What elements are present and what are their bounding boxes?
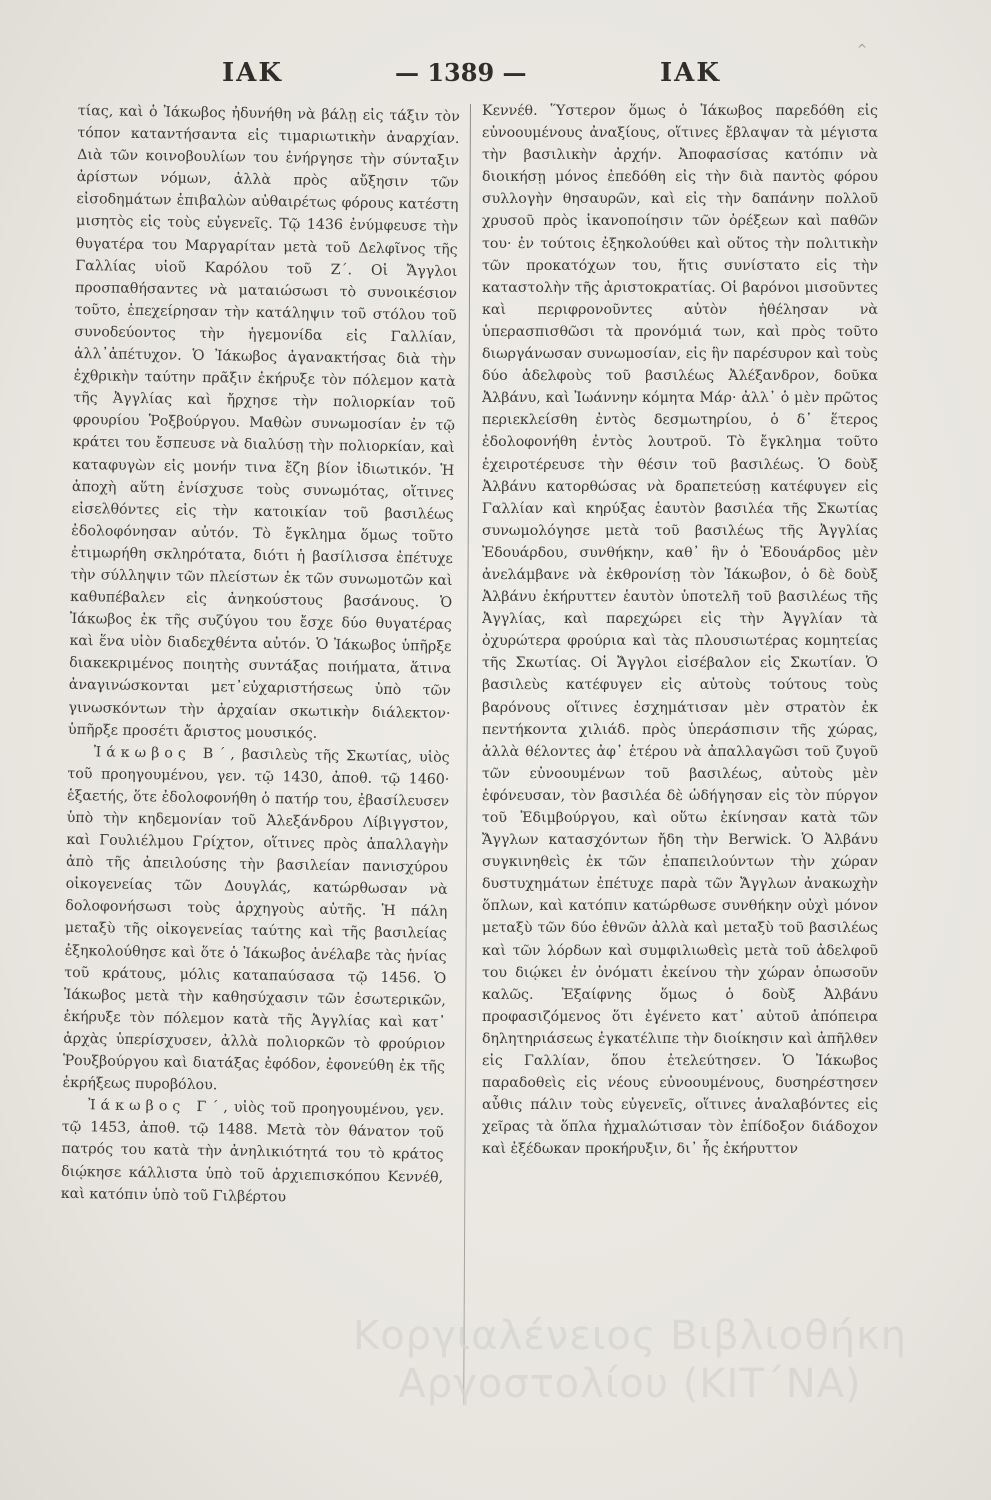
entry-headword: Ἰάκωβος Γ΄ bbox=[88, 1097, 224, 1116]
entry-james-ii bbox=[62, 741, 450, 1100]
entry-body: , βασιλεὺς τῆς Σκωτίας, υἱὸς τοῦ προηγουμένου, γεν. τῷ 1430, ἀποθ. τῷ 1460· ἑξαετής, ὅτε ἐδολοφονήθη ὁ πατήρ του, ἐβασίλευσεν ὑπὸ τὴν κηδεμονίαν τοῦ Ἀλεξάνδρου Λίβιγγστον, καὶ Γουλιέλμου Γρίχτον, οἵτινες πρὸς ἀπαλλαγὴν ἀπὸ τῆς ἀπειλούσης τὴν βασιλείαν πανισχύρου οἰκογενείας τῶν Δουγλάς, κατώρθωσαν νὰ δολοφονήσωσι τοὺς ἀρχηγοὺς αὐτῆς. Ἡ πάλη μεταξὺ τῆς οἰκογενείας ταύτης καὶ τῆς βασιλείας ἐξηκολούθησε καὶ ὅτε ὁ Ἰάκωβος ἀνέλαβε τὰς ἡνίας τοῦ κράτους, μόλις καταπαύσασα τῷ 1456. Ὁ Ἰάκωβος μετὰ τὴν καθησύχασιν τῶν ἐσωτερικῶν, ἐκήρυξε τὸν πόλεμον κατὰ τῆς Ἀγγλίας καὶ κατ᾽ ἀρχὰς ὑπερίσχυσεν, ἀλλὰ πολιορκῶν τὸ φρούριον Ῥουξβούργου καὶ διατάξας ἐφόδον, ἐφονεύθη ἐκ τῆς ἐκρήξεως πυροβόλου. bbox=[62, 746, 450, 1094]
right-paragraph: Κεννέθ. Ὕστερον ὅμως ὁ Ἰάκωβος παρεδόθη εἰς εὐνοουμένους ἀναξίους, οἵτινες ἔβλαψαν τὰ μέγιστα τὴν βασιλικὴν ἀρχήν. Ἀποφασίσας κατόπιν νὰ διοικήσῃ μόνος ἐπεδόθη εἰς τὴν διὰ παντὸς φόρου συλλογὴν θησαυρῶν, καὶ εἰς τὴν δαπάνην πολλοῦ χρυσοῦ πρὸς ἱκανοποίησιν τῶν ὀρέξεων καὶ παθῶν του· ἐν τούτοις ἐξηκολούθει καὶ οὕτος τὴν πολιτικὴν τῶν προκατόχων του, ἥτις συνίστατο εἰς τὴν καταστολὴν τῆς ἀριστοκρατίας. Οἱ βαρόνοι μισοῦντες καὶ περιφρονοῦντες αὐτὸν ἠθέλησαν νὰ ὑπερασπισθῶσι τὰ προνόμιά των, καὶ πρὸς τοῦτο διωργάνωσαν συνωμοσίαν, εἰς ἣν παρέσυρον καὶ τοὺς δύο ἀδελφοὺς τοῦ βασιλέως Ἀλέξανδρον, δοῦκα Ἀλβάνυ, καὶ Ἰωάννην κόμητα Μάρ· ἀλλ᾽ ὁ μὲν πρῶτος περιεκλείσθη ἐντὸς δεσμωτηρίου, ὁ δ᾽ ἕτερος ἐδολοφονήθη ἐντὸς λουτροῦ. Τὸ ἔγκλημα τοῦτο ἐχειροτέρευσε τὴν θέσιν τοῦ βασιλέως. Ὁ δοὺξ Ἀλβάνυ κατορθώσας νὰ δραπετεύσῃ κατέφυγεν εἰς Γαλλίαν καὶ κηρύξας ἑαυτὸν βασιλέα τῆς Σκωτίας συνωμολόγησε μετὰ τοῦ βασιλέως τῆς Ἀγγλίας Ἐδουάρδου, συνθήκην, καθ᾽ ἣν ὁ Ἐδουάρδος μὲν ἀνελάμβανε νὰ ἐκθρονίσῃ τὸν Ἰάκωβον, ὁ δὲ δοὺξ Ἀλβάνυ ἐκήρυττεν ἑαυτὸν ὑποτελῆ τοῦ βασιλέως τῆς Ἀγγλίας, καὶ παρεχώρει εἰς τὴν Ἀγγλίαν τὰ ὀχυρώτερα φρούρια καὶ τὰς πλουσιωτέρας κομητείας τῆς Σκωτίας. Οἱ Ἄγγλοι εἰσέβαλον εἰς Σκωτίαν. Ὁ βασιλεὺς κατέφυγεν εἰς αὐτοὺς τούτους τοὺς βαρόνους οἵτινες ἐσχημάτισαν μὲν στρατὸν ἐκ πεντήκοντα χιλιάδ. πρὸς ὑπεράσπισιν τῆς χώρας, ἀλλὰ θέλοντες ἀφ᾽ ἑτέρου νὰ ἀπαλλαγῶσι τοῦ ζυγοῦ τῶν εὐνοουμένων τοῦ βασιλέως, αὐτοὺς μὲν ἐφόνευσαν, τὸν βασιλέα δὲ ὡδήγησαν εἰς τὸν πύργον τοῦ Ἐδιμβούργου, καὶ οὕτω ἐκίνησαν κατὰ τῶν Ἄγγλων κατασχόντων ἤδη τὴν Berwick. Ὁ Ἀλβάνυ συγκινηθεὶς ἐκ τῶν ἐπαπειλούντων τὴν χώραν δυστυχημάτων ἐπέτυχε παρὰ τῶν Ἄγγλων ἀνακωχὴν ὅπλων, καὶ κατόπιν κατώρθωσε συνθήκην οὐχὶ μόνον μεταξὺ τῶν δύο ἐθνῶν ἀλλὰ καὶ μεταξὺ τοῦ βασιλέως καὶ τῶν λόρδων καὶ συμφιλιωθεὶς μετὰ τοῦ ἀδελφοῦ του διῴκει ἐν ὀνόματι ἐκείνου τὴν χώραν ὁπωσοῦν καλῶς. Ἐξαίφνης ὅμως ὁ δοὺξ Ἀλβάνυ προφασιζόμενος ὅτι ἐγένετο κατ᾽ αὐτοῦ ἀπόπειρα δηλητηριάσεως ἐγκατέλιπε τὴν διοίκησιν καὶ ἀπῆλθεν εἰς Γαλλίαν, ὅπου ἐτελεύτησεν. Ὁ Ἰάκωβος παραδοθεὶς εἰς νέους εὐνοουμένους, δυσηρέστησεν αὖθις πάλιν τοὺς εὐγενεῖς, οἵτινες ἀναλαβόντες εἰς χεῖρας τὰ ὅπλα ἠχμαλώτισαν τὸν ἐπίδοξον διάδοχον καὶ ἐξέδωκαν προκήρυξιν, δι᾽ ἧς ἐκήρυττον bbox=[482, 103, 878, 1158]
corner-mark: ^ bbox=[856, 42, 867, 56]
entry-james-iii bbox=[61, 1094, 445, 1210]
running-header bbox=[0, 58, 991, 98]
left-column bbox=[61, 100, 460, 1211]
page-number: — 1389 — bbox=[395, 58, 527, 87]
entry-body: , υἱὸς τοῦ προηγουμένου, γεν. τῷ 1453, ἀποθ. τῷ 1488. Μετὰ τὸν θάνατον τοῦ πατρός του κατὰ τὴν ἀνηλικιότητά του τὸ κράτος διῴκησε κάλλιστα ὑπὸ τοῦ ἀρχιεπισκόπου Κεννέθ, καὶ κατόπιν ὑπὸ τοῦ Γιλβέρτου bbox=[60, 1099, 445, 1205]
header-left-word: ΙΑΚ bbox=[222, 58, 283, 88]
header-right-word: ΙΑΚ bbox=[660, 58, 721, 88]
entry-headword: Ἰάκωβος Β΄ bbox=[93, 744, 231, 763]
left-paragraph: τίας, καὶ ὁ Ἰάκωβος ἠδυνήθη νὰ βάλῃ εἰς τάξιν τὸν τόπον καταντήσαντα εἰς τιμαριωτικὴν ἀναρχίαν. Διὰ τῶν κοινοβουλίων του ἐνήργησε τὴν σύνταξιν ἀρίστων νόμων, ἀλλὰ πρὸς αὔξησιν τῶν εἰσοδημάτων ἐπιβαλὼν αὐθαιρέτως φόρους κατέστη μισητὸς εἰς τοὺς εὐγενεῖς. Τῷ 1436 ἐνύμφευσε τὴν θυγατέρα του Μαργαρίταν μετὰ τοῦ Δελφῖνος τῆς Γαλλίας υἱοῦ Καρόλου τοῦ Ζ΄. Οἱ Ἄγγλοι προσπαθήσαντες νὰ ματαιώσωσι τὸ συνοικέσιον τοῦτο, ἐπεχείρησαν τὴν κατάληψιν τοῦ στόλου τοῦ συνοδεύοντος τὴν ἡγεμονίδα εἰς Γαλλίαν, ἀλλ᾽ἀπέτυχον. Ὁ Ἰάκωβος ἀγανακτήσας διὰ τὴν ἐχθρικὴν ταύτην πρᾶξιν ἐκήρυξε τὸν πόλεμον κατὰ τῆς Ἀγγλίας καὶ ἤρχησε τὴν πολιορκίαν τοῦ φρουρίου Ῥοξβούργου. Μαθὼν συνωμοσίαν ἐν τῷ κράτει του ἔσπευσε νὰ διαλύσῃ τὴν πολιορκίαν, καὶ καταφυγὼν εἰς μονήν τινα ἔζη βίον ἰδιωτικόν. Ἡ ἀποχὴ αὕτη ἐνίσχυσε τοὺς συνωμότας, οἵτινες εἰσελθόντες εἰς τὴν κατοικίαν τοῦ βασιλέως ἐδολοφόνησαν αὐτόν. Τὸ ἔγκλημα ὅμως τοῦτο ἐτιμωρήθη σκληρότατα, διότι ἡ βασίλισσα ἐπέτυχε τὴν σύλληψιν τῶν πλείστων ἐκ τῶν συνωμοτῶν καὶ καθυπέβαλεν εἰς ἀνηκούστους βασάνους. Ὁ Ἰάκωβος ἐκ τῆς συζύγου του ἔσχε δύο θυγατέρας καὶ ἕνα υἱὸν διαδεχθέντα αὐτόν. Ὁ Ἰάκωβος ὑπῆρξε διακεκριμένος ποιητὴς συντάξας ποιήματα, ἅτινα ἀναγινώσκονται μετ᾽εὐχαριστήσεως ὑπὸ τῶν γινωσκόντων τὴν ἀρχαίαν σκωτικὴν διάλεκτον· ὑπῆρξε προσέτι ἄριστος μουσικός. bbox=[67, 102, 460, 742]
column-divider bbox=[463, 104, 471, 1404]
right-column bbox=[482, 100, 878, 1161]
library-watermark: Κοργιαλένειος Βιβλιοθήκη Αργοστολίου (ΚΙΤ΄ΝΑ) bbox=[352, 1313, 908, 1407]
